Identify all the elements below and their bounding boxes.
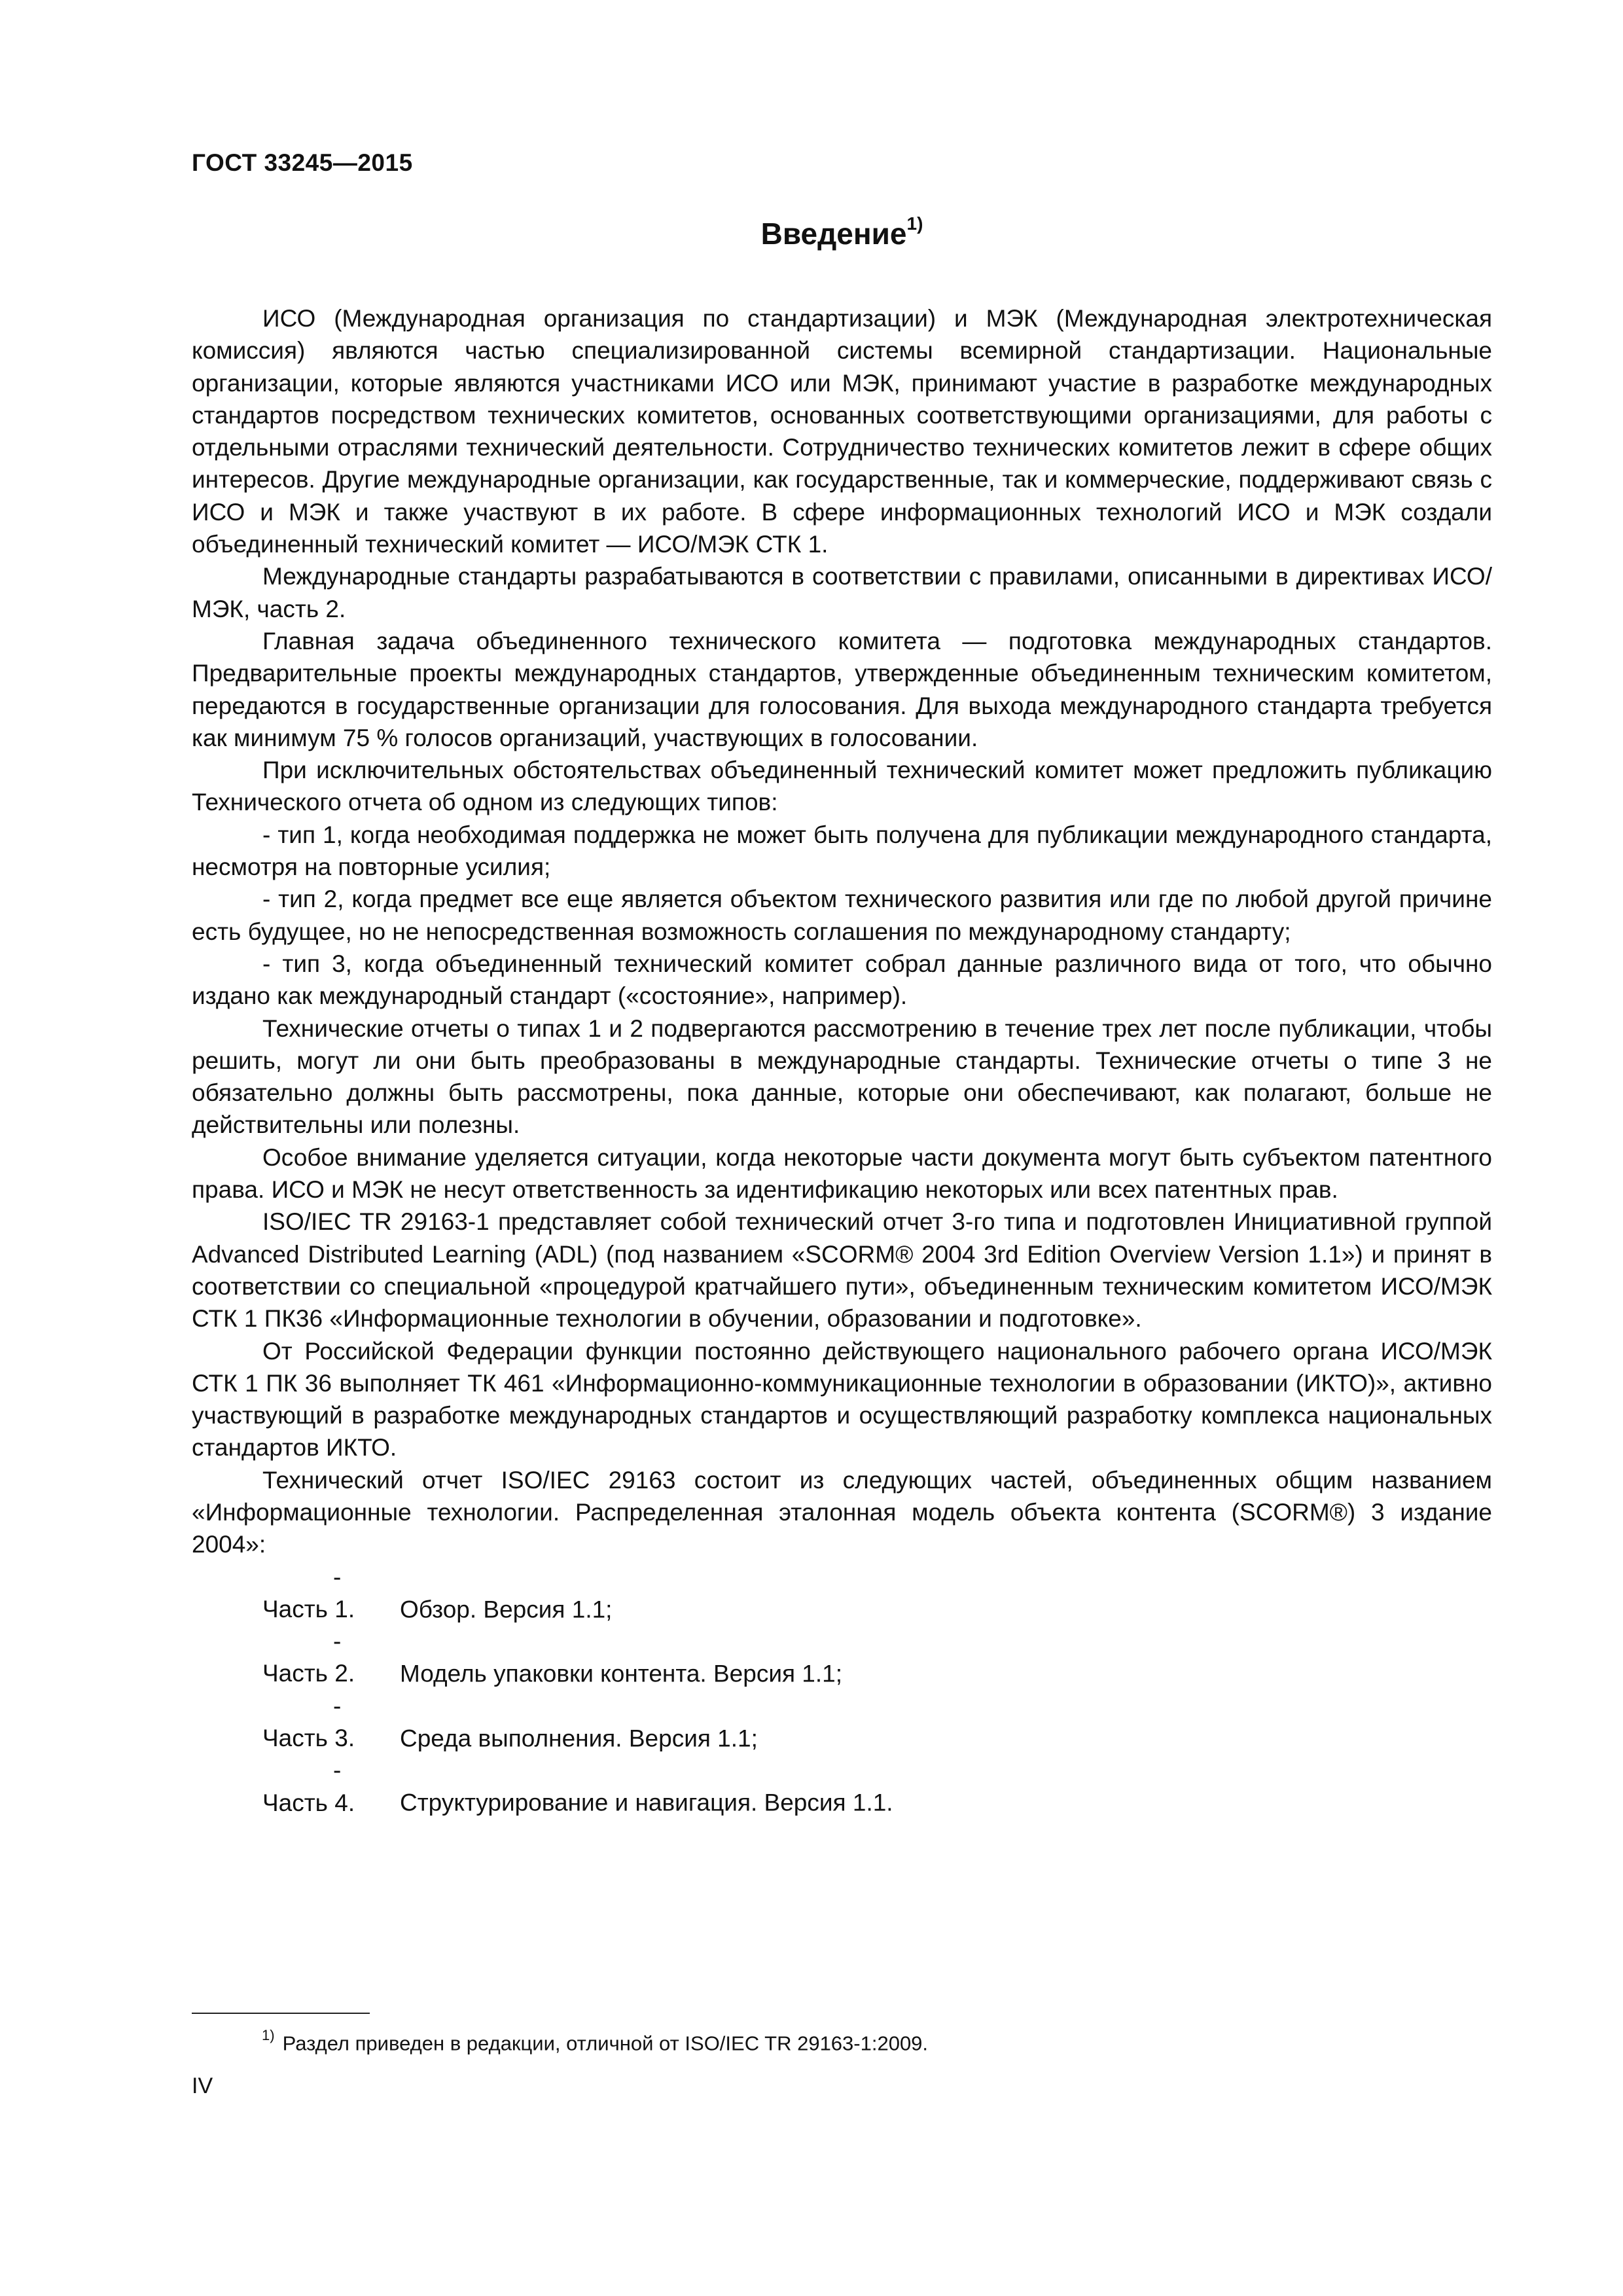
footnote-mark: 1) — [262, 2027, 275, 2043]
part-title: Обзор. Версия 1.1; — [400, 1595, 613, 1623]
paragraph: ИСО (Международная организация по стандартизации) и МЭК (Международная электротехническая комиссия) являются частью специализированной системы всемирной стандартизации. Национальные организации, которые являются участниками ИСО или МЭК, принимают участие в разработке международных стандартов посредством технических комитетов, основанных соответствующими организациями, для работы с отдельными отраслями технический деятельности. Сотрудничество технических комитетов лежит в сфере общих интересов. Другие международные организации, как государственные, так и коммерческие, поддерживают связь с ИСО и МЭК и также участвуют в их работе. В сфере информационных технологий ИСО и МЭК создали объединенный технический комитет — ИСО/МЭК СТК 1. — [192, 305, 1492, 558]
list-item-type-3: - тип 3, когда объединенный технический комитет собрал данные различного вида от того, что обычно издано как международный стандарт («состояние», например). — [192, 950, 1492, 1010]
paragraph: ISO/IEC TR 29163-1 представляет собой технический отчет 3-го типа и подготовлен Инициативной группой Advanced Distributed Learning (ADL) (под названием «SCORM® 2004 3rd Edition Overview Version 1.1») и принят в соответствии со специальной «процедурой кратчайшего пути», объединенным техническим комитетом ИСО/МЭК СТК 1 ПК36 «Информационные технологии в обучении, образовании и подготовке». — [192, 1208, 1492, 1333]
paragraph: Особое внимание уделяется ситуации, когда некоторые части документа могут быть субъектом патентного права. ИСО и МЭК не несут ответственность за идентификацию некоторых или всех патентных прав. — [192, 1143, 1492, 1204]
body-text — [192, 302, 1492, 1819]
footnote-text: Раздел приведен в редакции, отличной от ISO/IEC TR 29163-1:2009. — [282, 2032, 929, 2055]
section-title-text: Введение — [760, 217, 907, 251]
paragraph: Технические отчеты о типах 1 и 2 подвергаются рассмотрению в течение трех лет после публикации, чтобы решить, могут ли они быть преобразованы в международные стандарты. Технические отчеты о типе 3 не обязательно должны быть рассмотрены, пока данные, которые они обеспечивают, как полагают, больше не действительны или полезны. — [192, 1014, 1492, 1139]
part-title: Модель упаковки контента. Версия 1.1; — [400, 1660, 843, 1687]
paragraph: Международные стандарты разрабатываются в соответствии с правилами, описанными в директивах ИСО/МЭК, часть 2. — [192, 563, 1492, 622]
part-number: - Часть 1. — [262, 1563, 355, 1623]
part-list-item — [192, 1690, 1492, 1755]
paragraph: Главная задача объединенного технического комитета — подготовка международных стандартов. Предварительные проекты международных стандартов, утвержденные объединенным техническим комитетом, передаются в государственные организации для голосования. Для выхода международного стандарта требуется как минимум 75 % голосов организаций, участвующих в голосовании. — [192, 627, 1492, 751]
part-number: - Часть 2. — [262, 1628, 355, 1687]
list-item-type-2: - тип 2, когда предмет все еще является объектом технического развития или где по любой другой причине есть будущее, но не непосредственная возможность соглашения по международному стандарту; — [192, 886, 1492, 945]
footnote-divider — [192, 2013, 370, 2014]
page-number: IV — [192, 2073, 213, 2098]
section-title — [192, 213, 1492, 251]
document-id-header: ГОСТ 33245—2015 — [192, 149, 413, 176]
title-footnote-mark: 1) — [906, 213, 923, 234]
part-number: - Часть 3. — [262, 1692, 355, 1752]
footnote — [262, 2025, 928, 2056]
list-item-type-1: - тип 1, когда необходимая поддержка не может быть получена для публикации международного стандарта, несмотря на повторные усилия; — [192, 821, 1492, 881]
part-number: - Часть 4. — [262, 1757, 355, 1816]
part-title: Среда выполнения. Версия 1.1; — [400, 1725, 758, 1752]
paragraph: От Российской Федерации функции постоянно действующего национального рабочего органа ИСО/МЭК СТК 1 ПК 36 выполняет ТК 461 «Информационно-коммуникационные технологии в образовании (ИКТО)», активно участвующий в разработке международных стандартов и осуществляющий разработку комплекса национальных стандартов ИКТО. — [192, 1337, 1492, 1462]
part-title: Структурирование и навигация. Версия 1.1. — [400, 1789, 893, 1816]
part-list-item — [192, 1625, 1492, 1690]
part-list-item — [192, 1561, 1492, 1626]
paragraph: При исключительных обстоятельствах объединенный технический комитет может предложить публикацию Технического отчета об одном из следующих типов: — [192, 757, 1492, 816]
part-list-item — [192, 1754, 1492, 1819]
paragraph: Технический отчет ISO/IEC 29163 состоит из следующих частей, объединенных общим названием «Информационные технологии. Распределенная эталонная модель объекта контента (SCORM®) 3 издание 2004»: — [192, 1466, 1492, 1558]
